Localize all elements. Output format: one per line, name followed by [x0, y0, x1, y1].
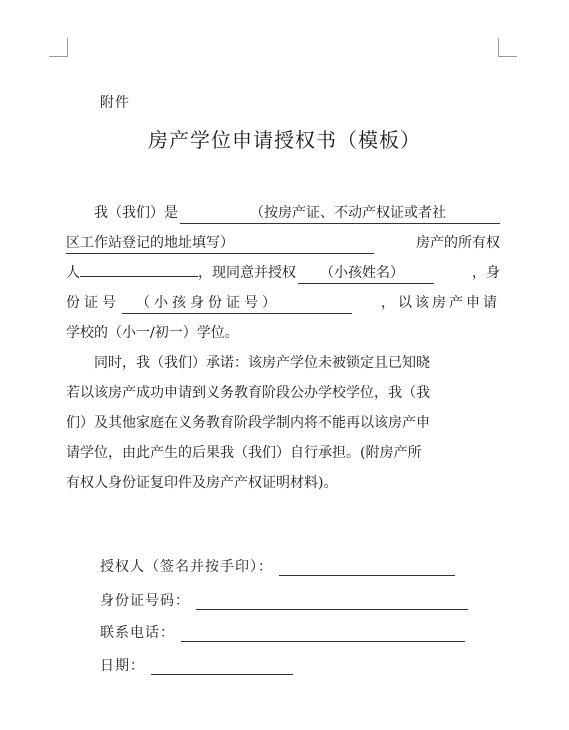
commitment-text-5: 有权人身份证复印件及房产产权证明材料)。 — [66, 475, 338, 491]
address-underline-part1 — [180, 203, 500, 224]
child-name-blank — [298, 263, 434, 284]
address-hint-part2: 区工作站登记的地址填写） — [66, 235, 234, 251]
body-line-2 — [66, 228, 500, 258]
commitment-text-4: 请学位，由此产生的后果我（我们）自行承担。(附房产所 — [66, 445, 422, 461]
date-label: 日期： — [100, 658, 145, 674]
authorizer-label: 授权人（签名并按手印）： — [100, 559, 273, 575]
child-id-blank — [122, 293, 352, 314]
address-hint-part1: （按房产证、不动产权证或者社 — [250, 205, 446, 221]
crop-mark-top-right — [498, 38, 517, 57]
commitment-line-2 — [66, 378, 500, 408]
document-body — [66, 198, 500, 498]
commitment-text-3: 们）及其他家庭在义务教育阶段学制内将不能再以该房产申 — [66, 415, 430, 431]
text-id-start: ，身 — [472, 265, 500, 281]
authorizer-signature-row — [100, 556, 455, 576]
crop-mark-top-left — [49, 38, 68, 57]
owner-name-blank — [80, 276, 198, 277]
commitment-text-1: 同时，我（我们）承诺：该房产学位未被锁定且已知晓 — [94, 355, 430, 371]
child-id-hint: （小孩身份证号） — [136, 295, 280, 311]
text-we-are: 我（我们）是 — [94, 205, 178, 221]
commitment-text-2: 若以该房产成功申请到义务教育阶段公办学校学位，我（我 — [66, 385, 430, 401]
text-apply-with-property: ，以该房产申请 — [381, 295, 500, 311]
id-number-line[interactable] — [196, 608, 468, 610]
commitment-line-4 — [66, 438, 500, 468]
document-title: 房产学位申请授权书（模板） — [148, 128, 421, 152]
attachment-label: 附件 — [100, 95, 130, 111]
text-property-owner: 房产的所有权 — [416, 235, 500, 251]
address-underline-part2 — [66, 233, 374, 254]
date-row — [100, 655, 293, 675]
id-number-label: 身份证号码： — [100, 593, 190, 609]
text-school-degree: 学校的（小一/初一）学位。 — [66, 325, 239, 341]
body-line-1 — [66, 198, 500, 228]
authorizer-signature-line[interactable] — [279, 574, 455, 576]
child-name-hint: （小孩姓名） — [320, 265, 404, 281]
commitment-line-1 — [66, 348, 500, 378]
date-line[interactable] — [151, 673, 293, 675]
id-number-row — [100, 590, 468, 610]
phone-line[interactable] — [181, 640, 465, 642]
text-authorize: ，现同意并授权 — [198, 265, 296, 281]
text-id-number: 份证号 — [66, 295, 120, 311]
text-person: 人 — [66, 265, 80, 281]
body-line-4 — [66, 288, 500, 318]
commitment-line-5 — [66, 468, 500, 498]
body-line-3 — [66, 258, 500, 288]
commitment-line-3 — [66, 408, 500, 438]
phone-label: 联系电话： — [100, 625, 175, 641]
body-line-5 — [66, 318, 500, 348]
phone-row — [100, 622, 465, 642]
